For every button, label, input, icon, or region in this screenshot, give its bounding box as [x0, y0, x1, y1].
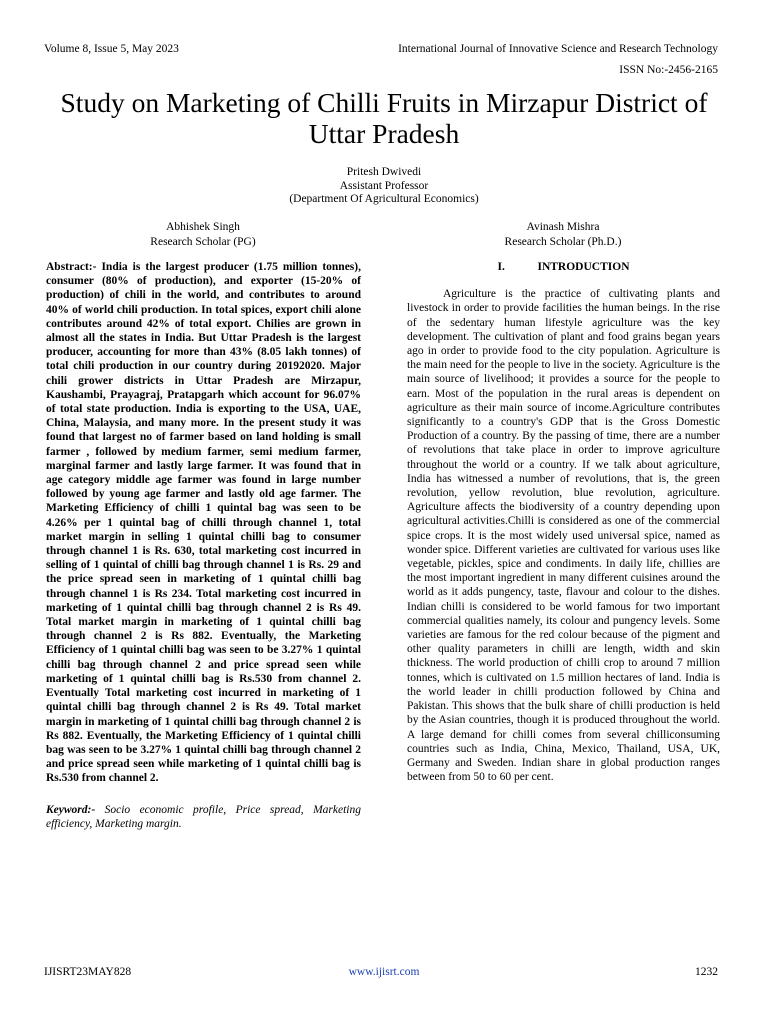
header-volume: Volume 8, Issue 5, May 2023 — [44, 43, 179, 55]
section-heading — [407, 260, 720, 274]
keywords — [46, 803, 361, 831]
keywords-label: Keyword:- — [46, 803, 96, 816]
footer-website: www.ijisrt.com — [348, 966, 420, 978]
section-number: I. — [497, 261, 505, 273]
footer-code: IJISRT23MAY828 — [44, 966, 132, 978]
co-author-role: Research Scholar (Ph.D.) — [504, 236, 622, 248]
main-author-block — [0, 166, 768, 207]
keywords-text: Socio economic profile, Price spread, Marketing efficiency, Marketing margin. — [46, 803, 361, 830]
header-journal: International Journal of Innovative Science and Research Technology — [398, 43, 718, 55]
main-author-name: Pritesh Dwivedi — [346, 166, 422, 178]
right-column — [407, 260, 720, 784]
co-author-left — [83, 220, 323, 250]
left-column — [46, 260, 361, 831]
header-issn: ISSN No:-2456-2165 — [619, 64, 718, 76]
co-author-role: Research Scholar (PG) — [150, 236, 256, 248]
main-author-department: (Department Of Agricultural Economics) — [289, 193, 479, 205]
introduction-text: Agriculture is the practice of cultivating plants and livestock in order to provide facilities the human beings. In the rise of the sedentary human lifestyle agriculture was the key development. The cultivation of plant and food grains began years ago in order to provide food to the city population. Agriculture is the main need for the people to live in the society. Agriculture is the main source of livelihood; it provides a source for the people to earn. Most of the population in the rural areas is dependent on agriculture as their main source of income.Agriculture contributes significantly to a country's GDP that is the Gross Domestic Production of a country. By the passing of time, there are a number of revolutions that take place in order to improve agriculture throughout the world or a country. If we talk about agriculture, India has witnessed a number of revolutions, that is, the green revolution, yellow revolution, blue revolution, agriculture. Agriculture affects the biodiversity of a country depending upon agricultural activities.Chilli is considered as one of the commercial spice crops. It is the most widely used universal spice, named as wonder spice. Different varieties are cultivated for various uses like vegetable, pickles, spice and condiments. In daily life, chillies are the most important ingredient in many different cuisines around the world as it adds pungency, taste, flavour and colour to the dishes. Indian chilli is considered to be world famous for two important commercial qualities namely, its colour and pungency levels. Some varieties are famous for the red colour because of the pigment and other quality parameters in chilli are length, width and skin thickness. The world production of chilli crop to around 7 million tonnes, which is cultivated on 1.5 million hectares of land. India is the world leader in chilli production followed by China and Pakistan. This shows that the bulk share of chilli production is held by the Asian countries, though it is produced throughout the world. A large demand for chilli comes from several chilliconsuming countries such as India, China, Mexico, Thailand, USA, UK, Germany and Sweden. Indian share in global production ranges between from 50 to 60 per cent. — [407, 288, 720, 784]
main-author-role: Assistant Professor — [339, 179, 429, 192]
co-author-name: Avinash Mishra — [526, 221, 600, 233]
co-author-right — [443, 220, 683, 250]
co-author-name: Abhishek Singh — [166, 221, 240, 233]
paper-title: Study on Marketing of Chilli Fruits in Mirzapur District of Uttar Pradesh — [60, 87, 708, 149]
footer-page-number: 1232 — [695, 966, 718, 978]
abstract: Abstract:- India is the largest producer (1.75 million tonnes), consumer (80% of production), and exporter (15-20% of production) of chili in the world, and contributes to around 40% of world chili production. In total spices, export chili alone contributes around 42% of total export. Chilies are grown in almost all the states in India. But Uttar Pradesh is the largest producer, accounting for more than 43% (8.05 lakh tonnes) of total chili production in our country during 20192020. Major chili grower districts in Uttar Pradesh are Mirzapur, Kaushambi, Prayagraj, Pratapgarh which account for 96.07% of total state production. India is exporting to the USA, UAE, China, Malaysia, and many more. In the present study it was found that largest no of farmer based on land holding is small farmer , followed by medium farmer, semi medium farmer, marginal farmer and lastly large farmer. It was found that in age category middle age farmer was found in large number followed by young age farmer and lastly old age farmer. The Marketing Efficiency of chilli 1 quintal bag was seen to be 4.26% per 1 quintal bag of chilli through channel 1, total market margin in selling 1 quintal chilli bag to consumer through channel 1 is Rs. 630, total marketing cost incurred in selling of 1 quintal of chilli bag through channel 1 is Rs. 29 and the price spread seen in marketing of 1 quintal chilli bag through channel 1 is Rs 234. Total marketing cost incurred in marketing of 1 quintal chilli bag through channel 2 is Rs 49. Total market margin in marketing of 1 quintal chilli bag through channel 2 is Rs 882. Eventually, the Marketing Efficiency of 1 quintal chilli bag was seen to be 3.27% 1 quintal chilli bag through channel 2 and price spread seen while marketing of 1 quintal chilli bag is Rs.530 from channel 2. Eventually Total marketing cost incurred in marketing of 1 quintal chilli bag through channel 2 is Rs 49. Total market margin in marketing of 1 quintal chilli bag through channel 2 is Rs 882. Eventually, the Marketing Efficiency of 1 quintal chilli bag was seen to be 3.27% 1 quintal chilli bag through channel 2 and price spread seen while marketing of 1 quintal chilli bag is Rs.530 from channel 2. — [46, 261, 361, 785]
section-title: INTRODUCTION — [537, 261, 630, 273]
